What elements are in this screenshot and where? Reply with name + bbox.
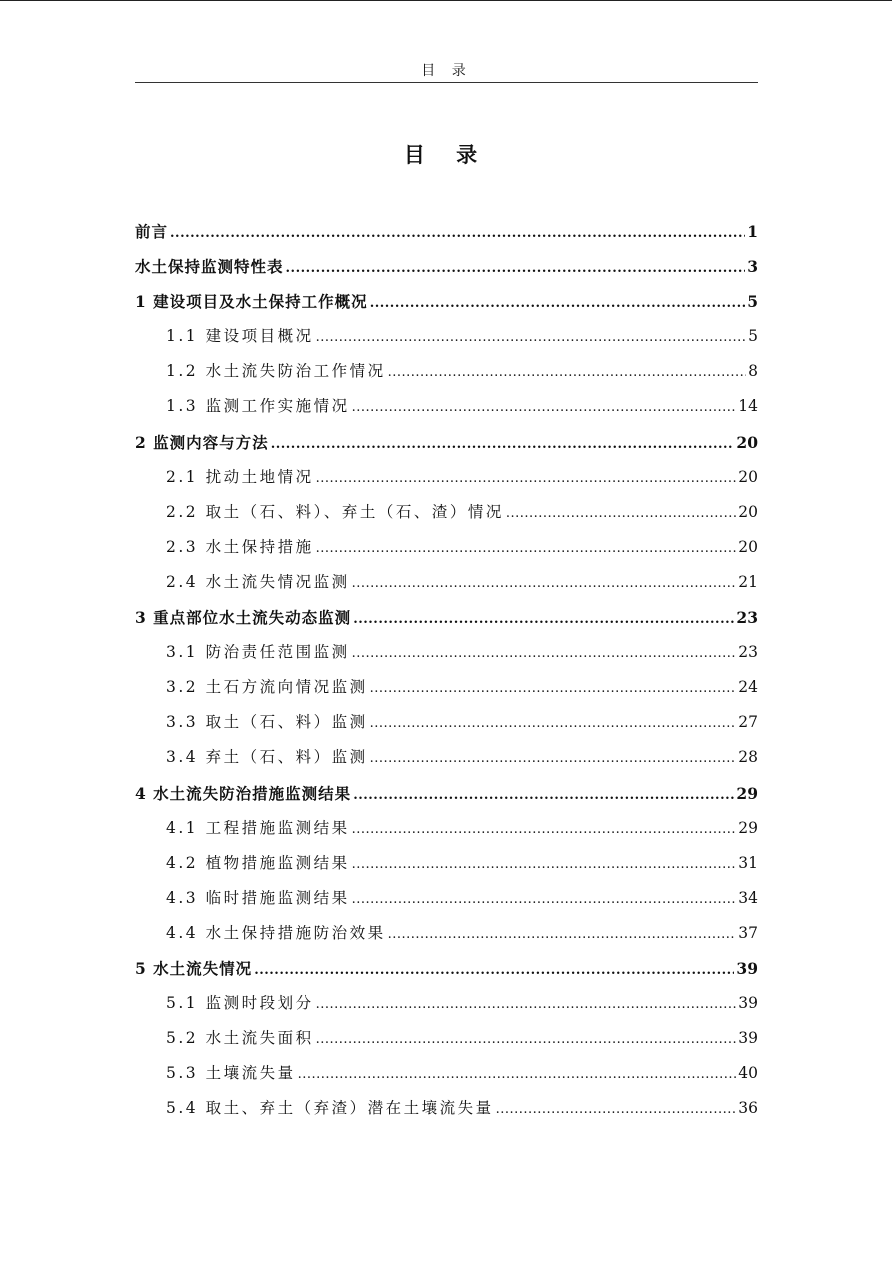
toc-entry-page: 20 (738, 467, 758, 486)
toc-dot-leader (352, 812, 737, 847)
toc-entry-page: 5 (747, 292, 758, 312)
toc-dot-leader (370, 741, 737, 776)
toc-entry[interactable] (135, 916, 758, 951)
toc-entry-page: 39 (738, 1029, 758, 1048)
toc-entry-page: 5 (748, 327, 758, 346)
toc-dot-leader (352, 847, 737, 882)
toc-entry[interactable] (135, 846, 758, 881)
toc-dot-leader (352, 390, 737, 425)
toc-entry-label: 1.2 水土流失防治工作情况 (166, 362, 386, 381)
toc-entry-page: 23 (738, 643, 758, 662)
toc-entry-page: 39 (738, 994, 758, 1013)
toc-entry[interactable] (135, 776, 758, 811)
toc-entry-page: 29 (736, 783, 758, 803)
running-header: 目 录 (421, 63, 472, 79)
toc-entry-page: 29 (738, 818, 758, 837)
toc-entry-label: 5.1 监测时段划分 (166, 994, 314, 1013)
toc-entry-page: 8 (748, 362, 758, 381)
toc-dot-leader (506, 496, 736, 531)
toc-dot-leader (316, 320, 747, 355)
toc-entry-label: 2.3 水土保持措施 (166, 537, 314, 556)
toc-entry-label: 4.1 工程措施监测结果 (166, 818, 350, 837)
table-of-contents (135, 214, 758, 1126)
toc-entry[interactable] (135, 986, 758, 1021)
toc-entry-page: 31 (738, 853, 758, 872)
toc-entry-label: 4.2 植物措施监测结果 (166, 853, 350, 872)
toc-entry-page: 27 (738, 713, 758, 732)
toc-entry[interactable] (135, 740, 758, 775)
toc-entry[interactable] (135, 705, 758, 740)
toc-entry-page: 14 (738, 397, 758, 416)
toc-entry[interactable] (135, 635, 758, 670)
toc-entry-label: 3 重点部位水土流失动态监测 (135, 608, 352, 628)
toc-entry-page: 20 (738, 502, 758, 521)
toc-entry-label: 2.2 取土（石、料）、弃土（石、渣）情况 (166, 502, 504, 521)
toc-entry[interactable] (135, 600, 758, 635)
toc-entry[interactable] (135, 811, 758, 846)
toc-entry-page: 36 (738, 1099, 758, 1118)
toc-dot-leader (352, 566, 737, 601)
toc-entry-label: 2 监测内容与方法 (135, 432, 269, 452)
toc-dot-leader (352, 882, 737, 917)
toc-entry-label: 3.1 防治责任范围监测 (166, 643, 350, 662)
toc-entry-page: 1 (747, 222, 758, 241)
toc-dot-leader (298, 1057, 737, 1092)
toc-dot-leader (316, 987, 737, 1022)
toc-entry-page: 23 (736, 608, 758, 628)
toc-entry[interactable] (135, 1056, 758, 1091)
toc-entry-label: 1.3 监测工作实施情况 (166, 397, 350, 416)
toc-entry[interactable] (135, 249, 758, 284)
toc-dot-leader (352, 636, 737, 671)
toc-dot-leader (286, 251, 746, 286)
toc-dot-leader (316, 531, 737, 566)
toc-entry-label: 5.3 土壤流失量 (166, 1064, 296, 1083)
toc-dot-leader (316, 461, 737, 496)
toc-entry[interactable] (135, 670, 758, 705)
toc-entry[interactable] (135, 354, 758, 389)
toc-entry-label: 1.1 建设项目概况 (166, 327, 314, 346)
toc-dot-leader (370, 286, 746, 321)
toc-entry-label: 2.1 扰动土地情况 (166, 467, 314, 486)
page-top-border (0, 0, 892, 1)
toc-entry-label: 1 建设项目及水土保持工作概况 (135, 292, 368, 312)
toc-entry-page: 37 (738, 923, 758, 942)
page-title: 目 录 (403, 142, 490, 167)
toc-entry-label: 5.4 取土、弃土（弃渣）潜在土壤流失量 (166, 1099, 494, 1118)
toc-entry-label: 3.2 土石方流向情况监测 (166, 678, 368, 697)
toc-entry-label: 3.3 取土（石、料）监测 (166, 713, 368, 732)
toc-entry-page: 20 (736, 432, 758, 452)
toc-entry-page: 39 (736, 958, 758, 978)
toc-dot-leader (496, 1092, 737, 1127)
toc-dot-leader (388, 355, 747, 390)
toc-entry[interactable] (135, 881, 758, 916)
toc-dot-leader (353, 778, 734, 813)
toc-entry[interactable] (135, 284, 758, 319)
toc-entry[interactable] (135, 389, 758, 424)
toc-entry-page: 34 (738, 888, 758, 907)
toc-entry[interactable] (135, 1021, 758, 1056)
toc-entry-page: 20 (738, 537, 758, 556)
toc-entry[interactable] (135, 951, 758, 986)
toc-entry-label: 4.4 水土保持措施防治效果 (166, 923, 386, 942)
toc-entry[interactable] (135, 530, 758, 565)
toc-dot-leader (170, 216, 745, 251)
toc-entry-label: 2.4 水土流失情况监测 (166, 572, 350, 591)
toc-dot-leader (370, 671, 737, 706)
toc-entry[interactable] (135, 565, 758, 600)
toc-entry[interactable] (135, 214, 758, 249)
toc-entry-label: 3.4 弃土（石、料）监测 (166, 748, 368, 767)
header-rule (135, 82, 758, 83)
toc-entry-label: 水土保持监测特性表 (135, 257, 284, 277)
toc-dot-leader (271, 427, 735, 462)
toc-dot-leader (254, 953, 734, 988)
toc-dot-leader (370, 706, 737, 741)
toc-entry[interactable] (135, 460, 758, 495)
toc-entry-page: 40 (738, 1064, 758, 1083)
toc-entry-label: 4.3 临时措施监测结果 (166, 888, 350, 907)
toc-dot-leader (388, 917, 737, 952)
toc-entry-label: 4 水土流失防治措施监测结果 (135, 783, 352, 803)
toc-entry[interactable] (135, 319, 758, 354)
toc-entry-page: 21 (738, 572, 758, 591)
toc-entry-label: 5.2 水土流失面积 (166, 1029, 314, 1048)
toc-entry-label: 前言 (135, 222, 169, 241)
toc-entry-page: 28 (738, 748, 758, 767)
toc-entry[interactable] (135, 1091, 758, 1126)
toc-entry[interactable] (135, 425, 758, 460)
toc-dot-leader (353, 602, 734, 637)
toc-dot-leader (316, 1022, 737, 1057)
toc-entry[interactable] (135, 495, 758, 530)
toc-entry-label: 5 水土流失情况 (135, 958, 253, 978)
toc-entry-page: 3 (747, 257, 758, 277)
toc-entry-page: 24 (738, 678, 758, 697)
